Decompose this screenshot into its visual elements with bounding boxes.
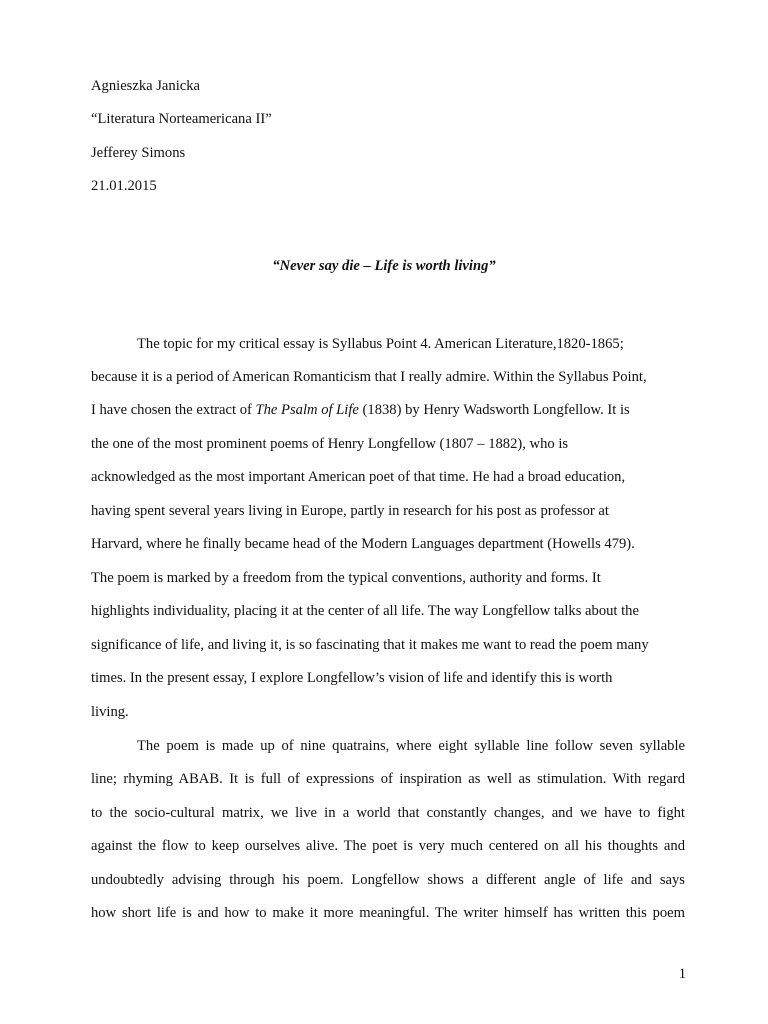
page-number: 1 [678,966,686,982]
paragraph-2-line-5: undoubtedly advising through his poem. Longfellow shows a different angle of life and says [91,872,685,888]
paragraph-1-line-6: having spent several years living in Europe, partly in research for his post as professor at [91,503,609,519]
author-name: Agnieszka Janicka [91,78,201,94]
paragraph-1-line-11: times. In the present essay, I explore Longfellow’s vision of life and identify this is worth [91,670,613,686]
paragraph-2-line-4: against the flow to keep ourselves alive. The poet is very much centered on all his thoughts and [91,838,685,854]
paragraph-2-line-3: to the socio-cultural matrix, we live in a world that constantly changes, and we have to fight [91,805,685,821]
instructor-name: Jefferey Simons [91,145,186,161]
paragraph-1-line-12: living. [91,704,129,720]
paragraph-1-line-5: acknowledged as the most important American poet of that time. He had a broad education, [91,469,626,485]
paragraph-1-line-4: the one of the most prominent poems of Henry Longfellow (1807 – 1882), who is [91,436,569,452]
paragraph-1-line-9: highlights individuality, placing it at the center of all life. The way Longfellow talks about the [91,603,639,619]
paragraph-1-line-3-start: I have chosen the extract of [91,402,256,418]
paragraph-1-line-1: The topic for my critical essay is Syllabus Point 4. American Literature,1820-1865; [137,336,624,352]
paragraph-1-line-10: significance of life, and living it, is so fascinating that it makes me want to read the poem many [91,637,649,653]
paragraph-1-line-2: because it is a period of American Romanticism that I really admire. Within the Syllabus Point, [91,369,647,385]
paragraph-1-line-3-end: (1838) by Henry Wadsworth Longfellow. It is [358,402,630,418]
paragraph-2-line-2: line; rhyming ABAB. It is full of expressions of inspiration as well as stimulation. With regard [91,771,685,787]
poem-title: The Psalm of Life [255,402,359,418]
paragraph-1-line-7: Harvard, where he finally became head of the Modern Languages department (Howells 479). [91,536,635,552]
document-date: 21.01.2015 [91,178,157,194]
paragraph-1-line-3 [91,400,685,420]
paragraph-1-line-8: The poem is marked by a freedom from the typical conventions, authority and forms. It [91,570,601,586]
paragraph-2-line-6: how short life is and how to make it more meaningful. The writer himself has written this poem [91,905,685,921]
paragraph-2-line-1: The poem is made up of nine quatrains, where eight syllable line follow seven syllable [137,738,685,754]
course-name: “Literatura Norteamericana II” [91,111,272,127]
essay-title: “Never say die – Life is worth living” [272,258,496,274]
